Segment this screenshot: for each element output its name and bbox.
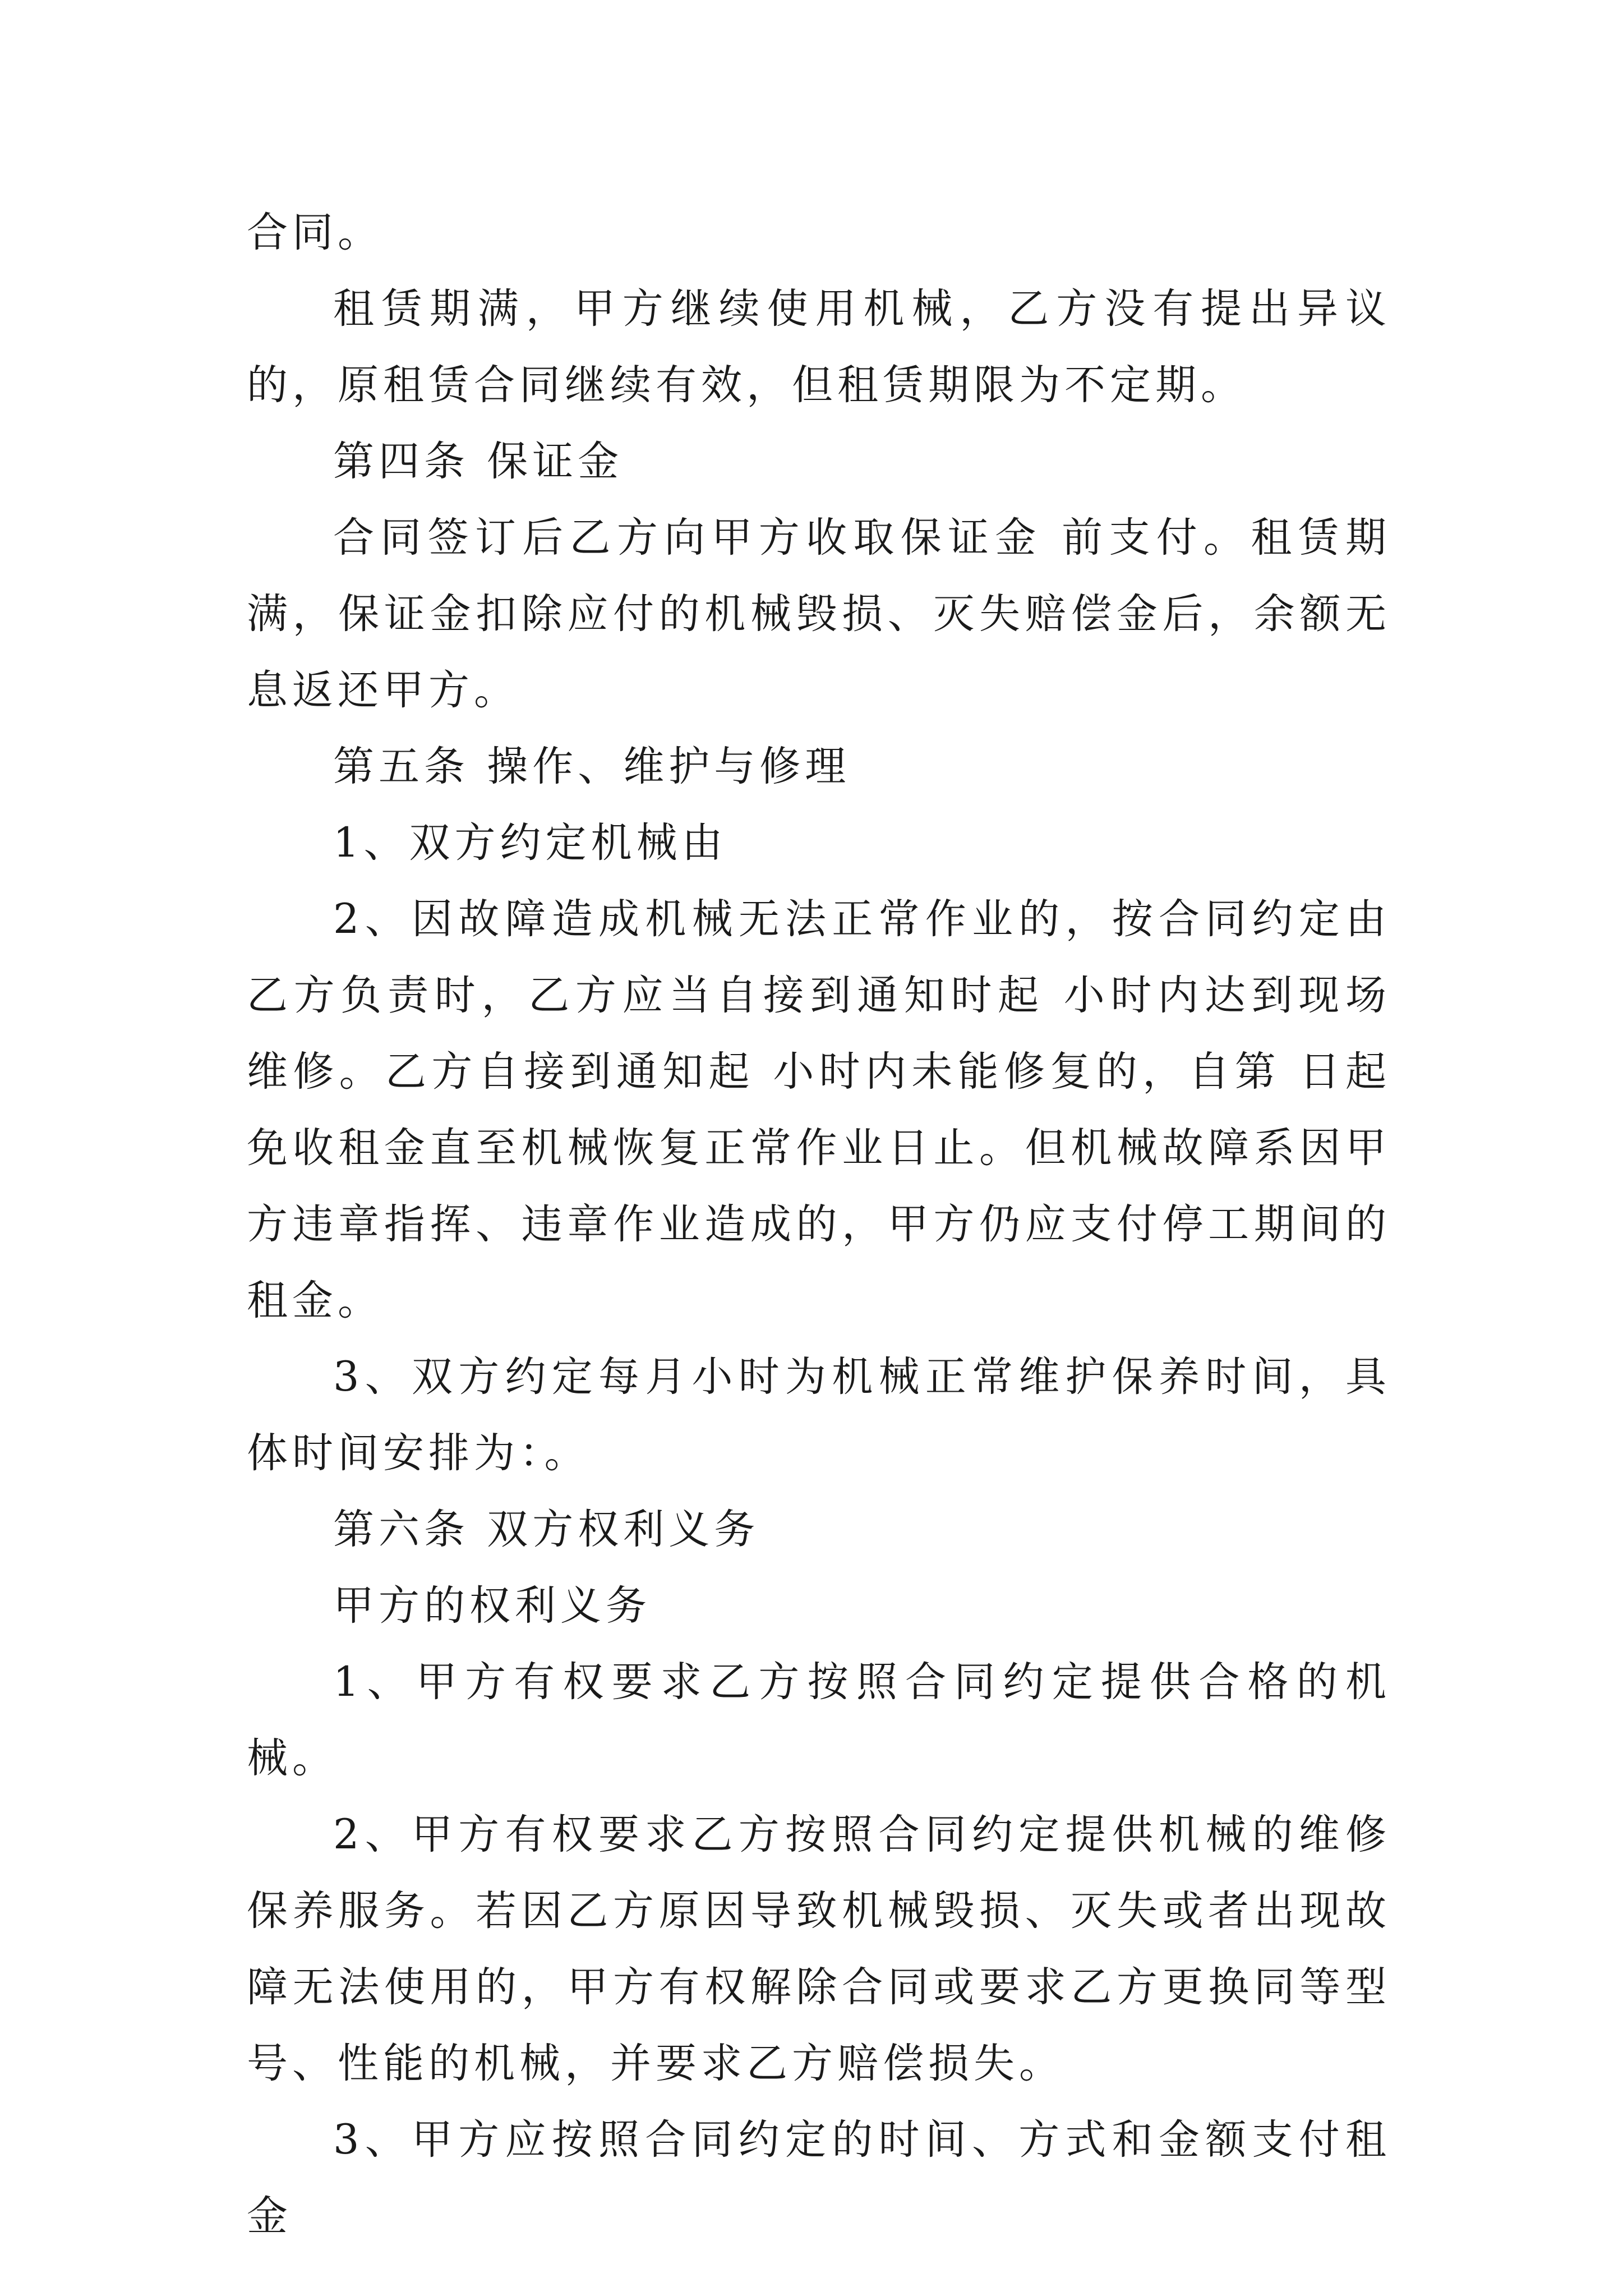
clause-6-a-1: 1、甲方有权要求乙方按照合同约定提供合格的机械。 <box>247 1658 1391 1782</box>
clause-5-1: 1、双方约定机械由 <box>333 819 727 867</box>
document-page <box>247 195 1391 2254</box>
paragraph-continuation: 合同。 <box>247 209 383 256</box>
paragraph-lease-expiry: 租赁期满，甲方继续使用机械，乙方没有提出异议的，原租赁合同继续有效，但租赁期限为不定期。 <box>247 285 1391 409</box>
heading-article-5: 第五条 操作、维护与修理 <box>333 743 851 790</box>
heading-article-6: 第六条 双方权利义务 <box>333 1506 760 1553</box>
clause-5-2: 2、因故障造成机械无法正常作业的，按合同约定由乙方负责时，乙方应当自接到通知时起 小时内达到现场维修。乙方自接到通知起 小时内未能修复的，自第 日起免收租金直至机械恢复正常作业日止。但机械故障系因甲方违章指挥、违章作业造成的，甲方仍应支付停工期间的租金。 <box>247 895 1391 1324</box>
subheading-party-a-rights: 甲方的权利义务 <box>333 1582 651 1630</box>
clause-6-a-2: 2、甲方有权要求乙方按照合同约定提供机械的维修保养服务。若因乙方原因导致机械毁损、灭失或者出现故障无法使用的，甲方有权解除合同或要求乙方更换同等型号、性能的机械，并要求乙方赔偿损失。 <box>247 1811 1391 2087</box>
clause-5-3: 3、双方约定每月小时为机械正常维护保养时间，具体时间安排为：。 <box>247 1353 1391 1477</box>
heading-article-4: 第四条 保证金 <box>333 438 624 485</box>
paragraph-deposit: 合同签订后乙方向甲方收取保证金 前支付。租赁期满，保证金扣除应付的机械毁损、灭失赔偿金后，余额无息返还甲方。 <box>247 514 1391 714</box>
clause-6-a-3: 3、甲方应按照合同约定的时间、方式和金额支付租金 <box>247 2116 1391 2240</box>
